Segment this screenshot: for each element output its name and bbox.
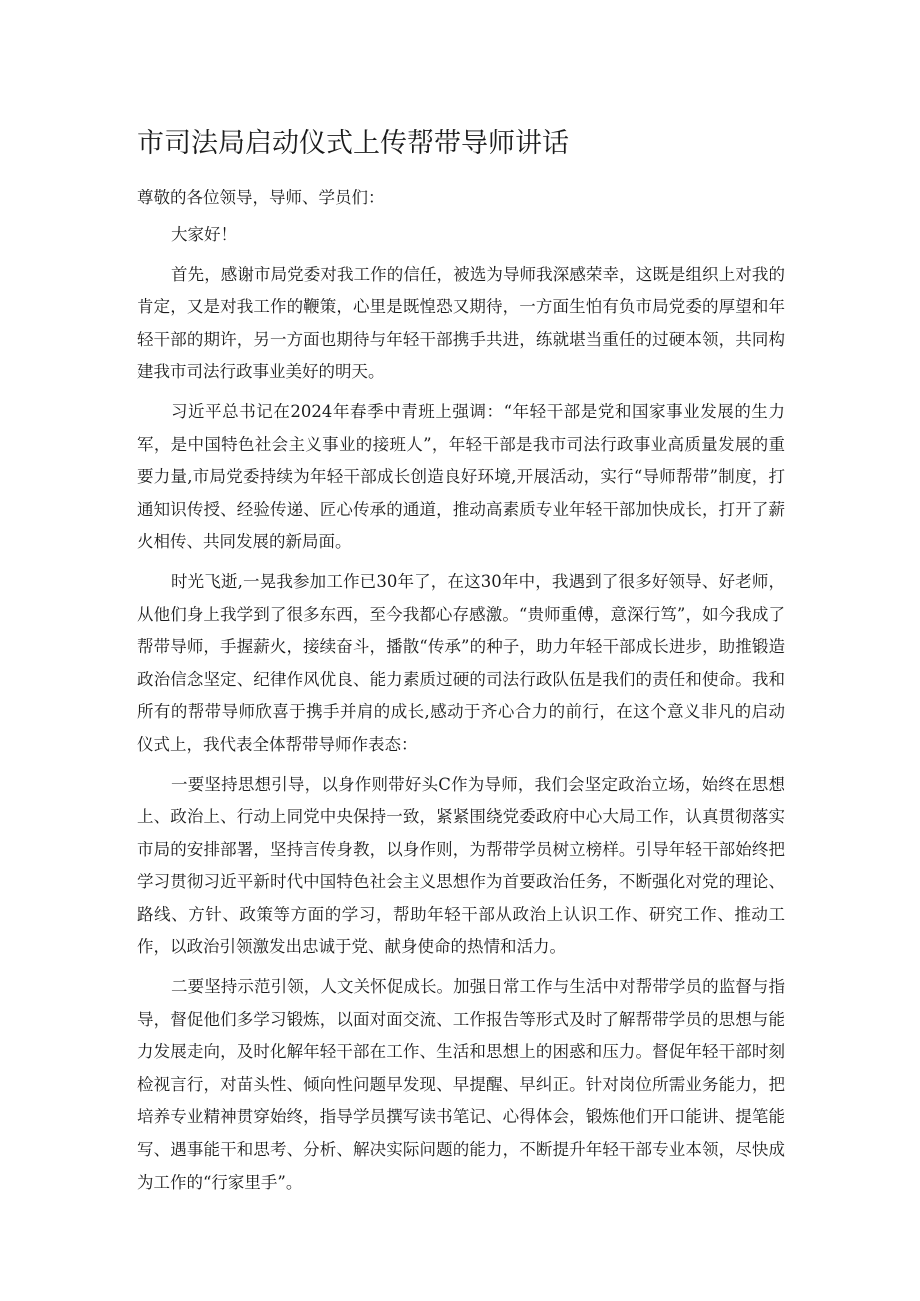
paragraph-personal: 时光飞逝,一晃我参加工作已30年了，在这30年中，我遇到了很多好领导、好老师，从他们身上我学到了很多东西，至今我都心存感激。“贵师重傅，意深行笃”，如今我成了帮带导师，手握薪火，接续奋斗，播散“传承”的种子，助力年轻干部成长进步，助推锻造政治信念坚定、纪律作风优良、能力素质过硬的司法行政队伍是我们的责任和使命。我和所有的帮带导师欣喜于携手并肩的成长,感动于齐心合力的前行，在这个意义非凡的启动仪式上，我代表全体帮带导师作表态：: [137, 571, 785, 754]
document-title: 市司法局启动仪式上传帮带导师讲话: [137, 128, 569, 159]
paragraph-pledge-two: 二要坚持示范引领，人文关怀促成长。加强日常工作与生活中对帮带学员的监督与指导，督促他们多学习锻炼，以面对面交流、工作报告等形式及时了解帮带学员的思想与能力发展走向，及时化解年轻干部在工作、生活和思想上的困惑和压力。督促年轻干部时刻检视言行，对苗头性、倾向性问题早发现、早提醒、早纠正。针对岗位所需业务能力，把培养专业精神贯穿始终，指导学员撰写读书笔记、心得体会，锻炼他们开口能讲、提笔能写、遇事能干和思考、分析、解决实际问题的能力，不断提升年轻干部专业本领，尽快成为工作的“行家里手”。: [137, 977, 785, 1192]
document-body: [137, 182, 785, 1206]
paragraph-thanks: 首先，感谢市局党委对我工作的信任，被选为导师我深感荣幸，这既是组织上对我的肯定，又是对我工作的鞭策，心里是既惶恐又期待，一方面生怕有负市局党委的厚望和年轻干部的期许，另一方面也期待与年轻干部携手共进，练就堪当重任的过硬本领，共同构建我市司法行政事业美好的明天。: [137, 264, 785, 382]
paragraph-context: 习近平总书记在2024年春季中青班上强调：“年轻干部是党和国家事业发展的生力军，是中国特色社会主义事业的接班人”，年轻干部是我市司法行政事业高质量发展的重要力量,市局党委持续为年轻干部成长创造良好环境,开展活动，实行“导师帮带”制度，打通知识传授、经验传递、匠心传承的通道，推动高素质专业年轻干部加快成长，打开了薪火相传、共同发展的新局面。: [137, 401, 785, 552]
paragraph-greeting: 大家好！: [171, 225, 237, 244]
paragraph-pledge-one: 一要坚持思想引导，以身作则带好头C作为导师，我们会坚定政治立场，始终在思想上、政治上、行动上同党中央保持一致，紧紧围绕党委政府中心大局工作，认真贯彻落实市局的安排部署，坚持言传身教，以身作则，为帮带学员树立榜样。引导年轻干部始终把学习贯彻习近平新时代中国特色社会主义思想作为首要政治任务，不断强化对党的理论、路线、方针、政策等方面的学习，帮助年轻干部从政治上认识工作、研究工作、推动工作，以政治引领激发出忠诚于党、献身使命的热情和活力。: [137, 774, 785, 957]
salutation: 尊敬的各位领导，导师、学员们：: [137, 188, 385, 207]
